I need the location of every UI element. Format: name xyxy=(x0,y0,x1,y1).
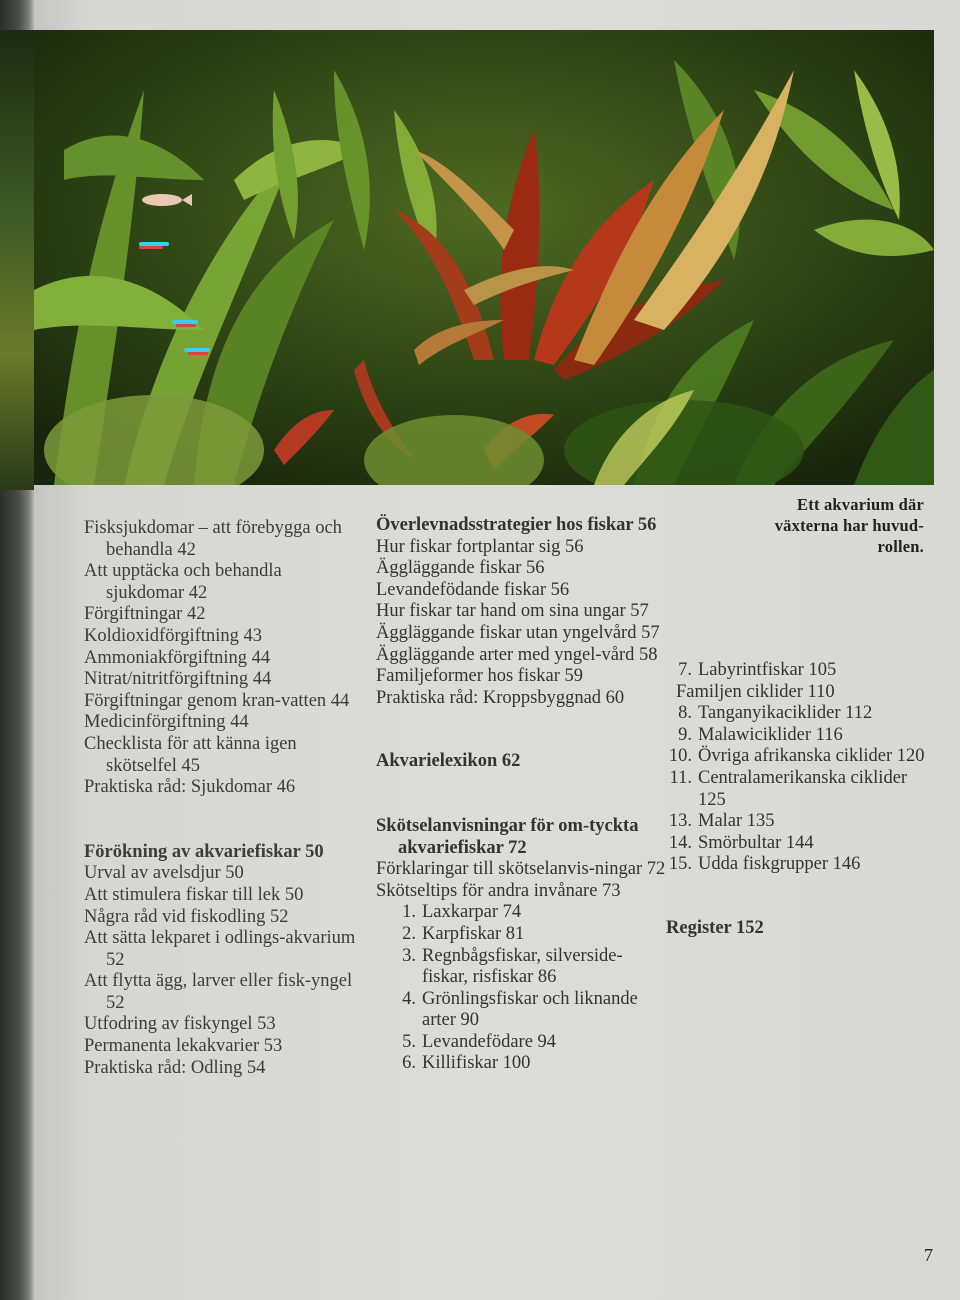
toc-numbered-entry xyxy=(390,1053,666,1075)
toc-entry: Skötseltips för andra invånare 73 xyxy=(376,880,621,901)
toc-entry: Utfodring av fiskyngel 53 xyxy=(84,1014,276,1035)
toc-entry: Förgiftningar 42 xyxy=(84,604,206,625)
toc-numbered-entry xyxy=(666,811,936,833)
toc-entry: Familjen ciklider 110 xyxy=(676,681,835,702)
entry-number: 2. xyxy=(402,923,416,944)
entry-number: 15. xyxy=(668,854,692,875)
toc-entry: Praktiska råd: Sjukdomar 46 xyxy=(84,777,296,798)
toc-column-3 xyxy=(666,660,936,940)
entry-number: 10. xyxy=(668,746,692,767)
toc-entry: Nitrat/nitritförgiftning 44 xyxy=(84,669,272,690)
toc-numbered-entry xyxy=(666,703,936,725)
entry-number: 5. xyxy=(402,1031,416,1052)
toc-column-2 xyxy=(376,515,666,1075)
toc-numbered-entry xyxy=(390,902,666,924)
toc-entry: Praktiska råd: Odling 54 xyxy=(84,1057,266,1078)
entry-number: 7. xyxy=(678,660,692,680)
aquarium-photo xyxy=(34,30,934,485)
toc-entry: Praktiska råd: Kroppsbyggnad 60 xyxy=(376,687,625,708)
caption-line: växterna har huvud- xyxy=(774,516,924,535)
toc-entry: Att stimulera fiskar till lek 50 xyxy=(84,884,304,905)
toc-numbered-entry xyxy=(666,768,936,811)
toc-entry: Förklaringar till skötselanvis-ningar 72 xyxy=(376,859,666,880)
toc-chapter-heading: Register 152 xyxy=(666,917,764,938)
toc-chapter-heading: Akvarielexikon 62 xyxy=(376,751,521,772)
toc-numbered-entry xyxy=(666,725,936,747)
toc-chapter-heading: Överlevnadsstrategier hos fiskar 56 xyxy=(376,515,657,535)
toc-chapter-heading: Förökning av akvariefiskar 50 xyxy=(84,841,324,862)
entry-number: 9. xyxy=(678,724,692,745)
photo-caption xyxy=(724,494,924,557)
entry-text: Malawiciklider 116 xyxy=(698,724,843,745)
entry-text: Udda fiskgrupper 146 xyxy=(698,854,861,875)
toc-entry: Äggläggande fiskar 56 xyxy=(376,558,545,579)
entry-text: Centralamerikanska ciklider 125 xyxy=(698,767,908,810)
entry-text: Levandefödare 94 xyxy=(422,1031,557,1052)
entry-number: 3. xyxy=(402,945,416,966)
toc-numbered-entry xyxy=(666,854,936,876)
book-page xyxy=(34,0,960,1300)
entry-text: Tanganyikaciklider 112 xyxy=(698,703,873,724)
toc-numbered-entry xyxy=(390,946,666,989)
entry-text: Smörbultar 144 xyxy=(698,832,814,853)
toc-entry: Fisksjukdomar – att förebygga och behandla 42 xyxy=(84,518,342,560)
entry-text: Killifiskar 100 xyxy=(422,1053,531,1074)
toc-entry: Medicinförgiftning 44 xyxy=(84,712,249,733)
entry-text: Laxkarpar 74 xyxy=(422,902,522,923)
entry-number: 6. xyxy=(402,1053,416,1074)
caption-line: Ett akvarium där xyxy=(797,495,924,514)
toc-numbered-entry xyxy=(666,746,936,768)
toc-column-1 xyxy=(84,518,364,1079)
toc-chapter-heading: Skötselanvisningar för om-tyckta akvariefiskar 72 xyxy=(376,815,639,858)
toc-entry: Familjeformer hos fiskar 59 xyxy=(376,666,584,687)
entry-text: Övriga afrikanska ciklider 120 xyxy=(698,746,925,767)
toc-entry: Att flytta ägg, larver eller fisk-yngel 52 xyxy=(84,971,353,1013)
entry-number: 1. xyxy=(402,902,416,923)
toc-entry: Permanenta lekakvarier 53 xyxy=(84,1036,283,1057)
toc-entry: Att upptäcka och behandla sjukdomar 42 xyxy=(84,561,282,603)
entry-text: Karpfiskar 81 xyxy=(422,923,525,944)
toc-entry: Urval av avelsdjur 50 xyxy=(84,863,244,884)
toc-entry: Äggläggande fiskar utan yngelvård 57 xyxy=(376,622,660,643)
facing-page-photo-edge xyxy=(0,30,34,490)
book-spine xyxy=(0,0,34,1300)
entry-number: 4. xyxy=(402,988,416,1009)
toc-entry: Koldioxidförgiftning 43 xyxy=(84,625,262,646)
toc-entry: Några råd vid fiskodling 52 xyxy=(84,906,289,927)
entry-number: 11. xyxy=(669,767,692,788)
toc-entry: Förgiftningar genom kran-vatten 44 xyxy=(84,690,350,711)
toc-numbered-entry xyxy=(390,1032,666,1054)
entry-number: 8. xyxy=(678,703,692,724)
toc-entry: Att sätta lekparet i odlings-akvarium 52 xyxy=(84,928,356,970)
entry-text: Regnbågsfiskar, silverside-fiskar, risfiskar 86 xyxy=(422,945,623,988)
toc-entry: Äggläggande arter med yngel-vård 58 xyxy=(376,644,658,665)
toc-entry: Hur fiskar tar hand om sina ungar 57 xyxy=(376,601,649,622)
entry-number: 13. xyxy=(668,811,692,832)
page-number: 7 xyxy=(924,1245,933,1265)
toc-numbered-entry xyxy=(666,660,936,682)
toc-numbered-entry xyxy=(390,924,666,946)
entry-text: Malar 135 xyxy=(698,811,775,832)
toc-numbered-entry xyxy=(666,833,936,855)
toc-entry: Ammoniakförgiftning 44 xyxy=(84,647,271,668)
entry-text: Grönlingsfiskar och liknande arter 90 xyxy=(422,988,638,1031)
entry-text: Labyrintfiskar 105 xyxy=(698,660,837,680)
toc-entry: Levandefödande fiskar 56 xyxy=(376,579,570,600)
entry-number: 14. xyxy=(668,832,692,853)
caption-line: rollen. xyxy=(877,537,924,556)
toc-entry: Hur fiskar fortplantar sig 56 xyxy=(376,536,584,557)
aquarium-plants-illustration xyxy=(34,30,934,485)
toc-entry: Checklista för att känna igen skötselfel 45 xyxy=(84,733,297,776)
toc-numbered-entry xyxy=(390,989,666,1032)
